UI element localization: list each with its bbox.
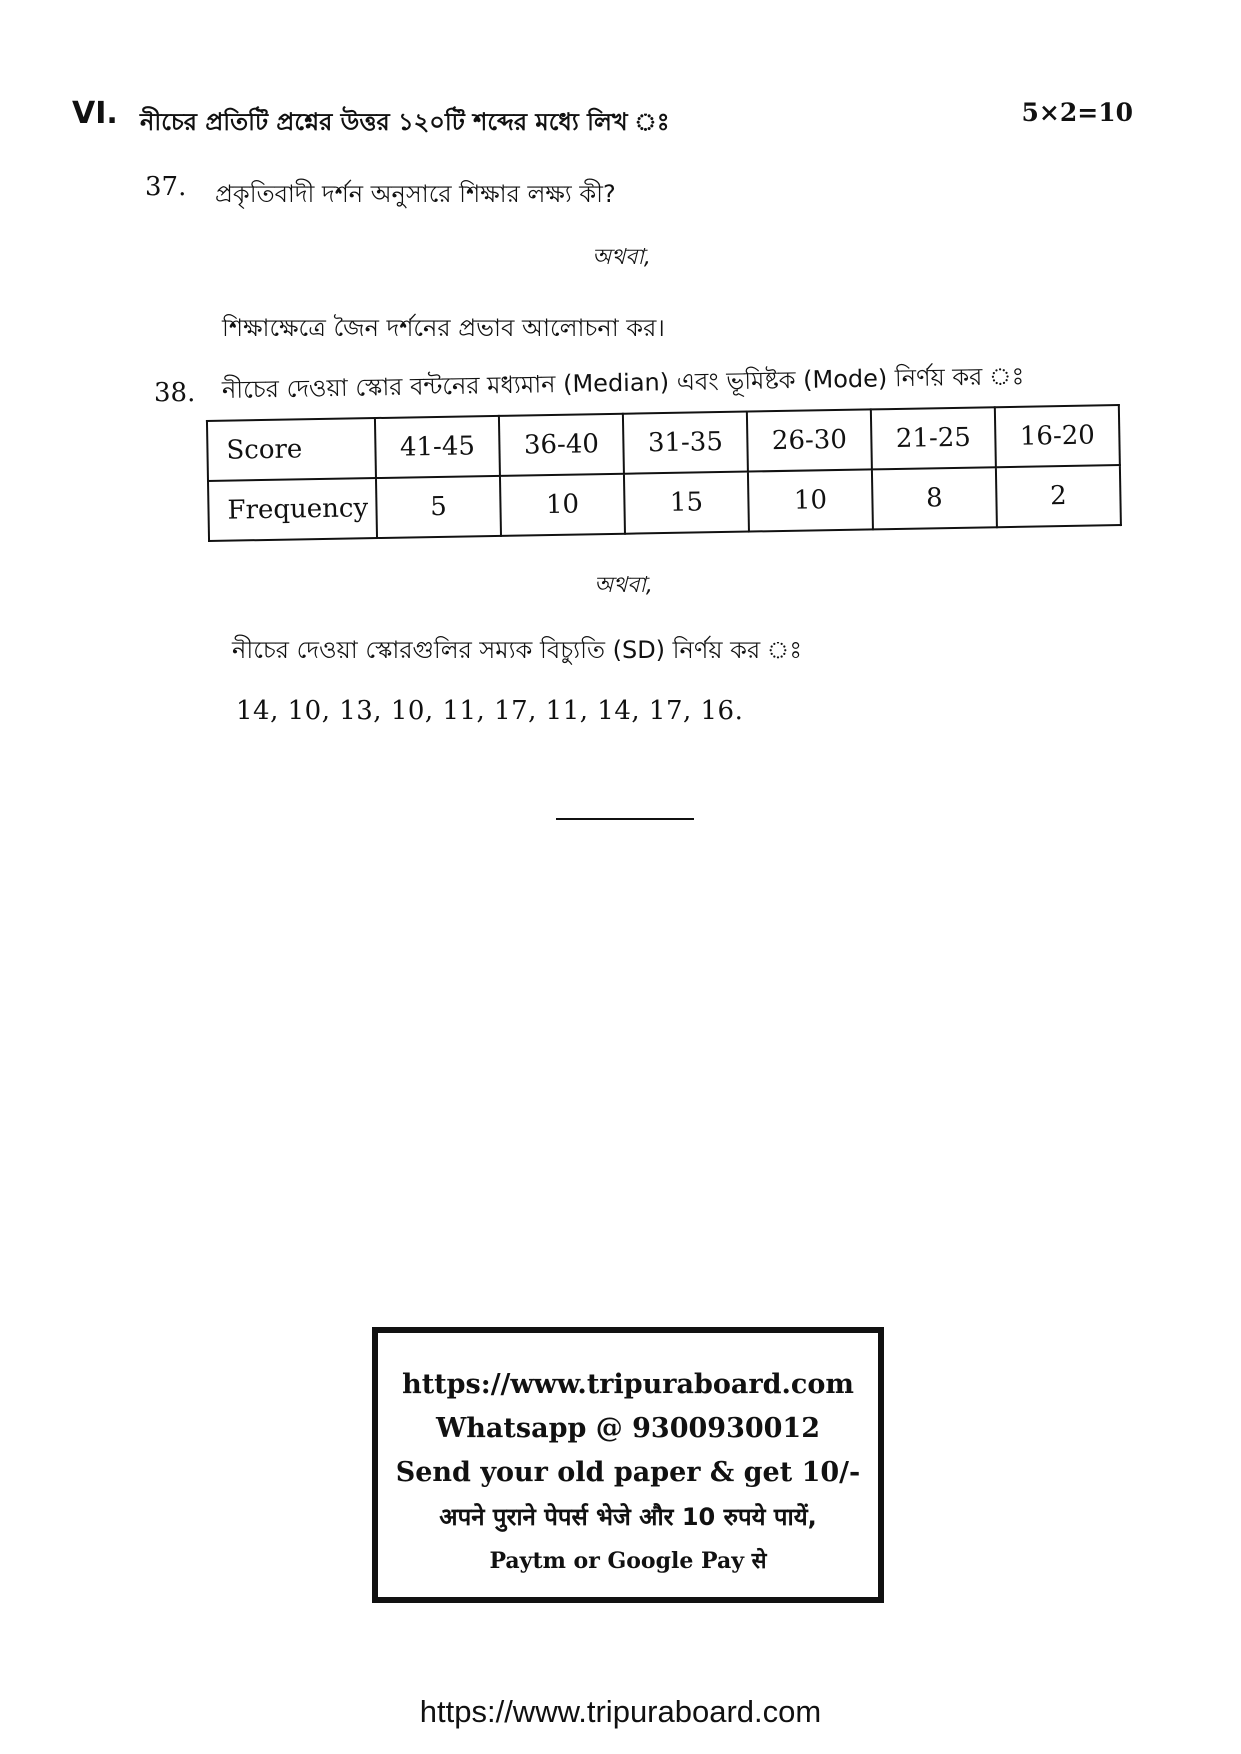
frequency-cell: 8 <box>872 467 997 529</box>
question-37-or: অথবা, <box>592 245 651 270</box>
promo-offer-hindi: अपने पुराने पेपर्स भेजे और 10 रुपये पायें, <box>439 1503 817 1531</box>
question-37-number: 37. <box>145 172 187 202</box>
footer-url: https://www.tripuraboard.com <box>419 1694 822 1729</box>
score-distribution-table <box>206 404 1122 542</box>
frequency-cell: 5 <box>376 476 501 538</box>
promo-payment: Paytm or Google Pay से <box>489 1548 767 1574</box>
frequency-cell: 10 <box>748 469 873 531</box>
score-cell: 36-40 <box>499 414 624 476</box>
question-37-alternative: শিক্ষাক্ষেত্রে জৈন দর্শনের প্রভাব আলোচনা কর। <box>222 314 665 342</box>
question-37-text: প্রকৃতিবাদী দর্শন অনুসারে শিক্ষার লক্ষ্য কী? <box>215 180 616 208</box>
promo-box <box>372 1327 884 1603</box>
promo-offer: Send your old paper & get 10/- <box>395 1457 861 1488</box>
frequency-row-label: Frequency <box>208 478 377 541</box>
section-marks: 5×2=10 <box>1021 98 1133 127</box>
score-row-label: Score <box>207 418 376 481</box>
section-instruction: নীচের প্রতিটি প্রশ্নের উত্তর ১২০টি শব্দের মধ্যে লিখ ঃ <box>140 108 670 136</box>
score-cell: 16-20 <box>995 405 1120 467</box>
frequency-cell: 2 <box>996 465 1121 527</box>
score-cell: 31-35 <box>623 412 748 474</box>
frequency-cell: 15 <box>624 472 749 534</box>
question-38-alternative: নীচের দেওয়া স্কোরগুলির সম্যক বিচ্যুতি (SD) নির্ণয় কর ঃ <box>232 636 803 664</box>
frequency-cell: 10 <box>500 474 625 536</box>
section-numeral: VI. <box>72 96 118 131</box>
score-cell: 26-30 <box>747 409 872 471</box>
score-cell: 21-25 <box>871 407 996 469</box>
score-cell: 41-45 <box>375 416 500 478</box>
question-38-text: নীচের দেওয়া স্কোর বন্টনের মধ্যমান (Median) এবং ভূমিষ্টক (Mode) নির্ণয় কর ঃ <box>221 361 1025 404</box>
question-38-number: 38. <box>154 378 196 408</box>
end-divider <box>556 818 694 820</box>
promo-website: https://www.tripuraboard.com <box>402 1369 854 1400</box>
question-38-or: অথবা, <box>594 573 653 598</box>
promo-whatsapp: Whatsapp @ 9300930012 <box>435 1413 821 1444</box>
question-38-score-values: 14, 10, 13, 10, 11, 17, 11, 14, 17, 16. <box>236 696 744 726</box>
